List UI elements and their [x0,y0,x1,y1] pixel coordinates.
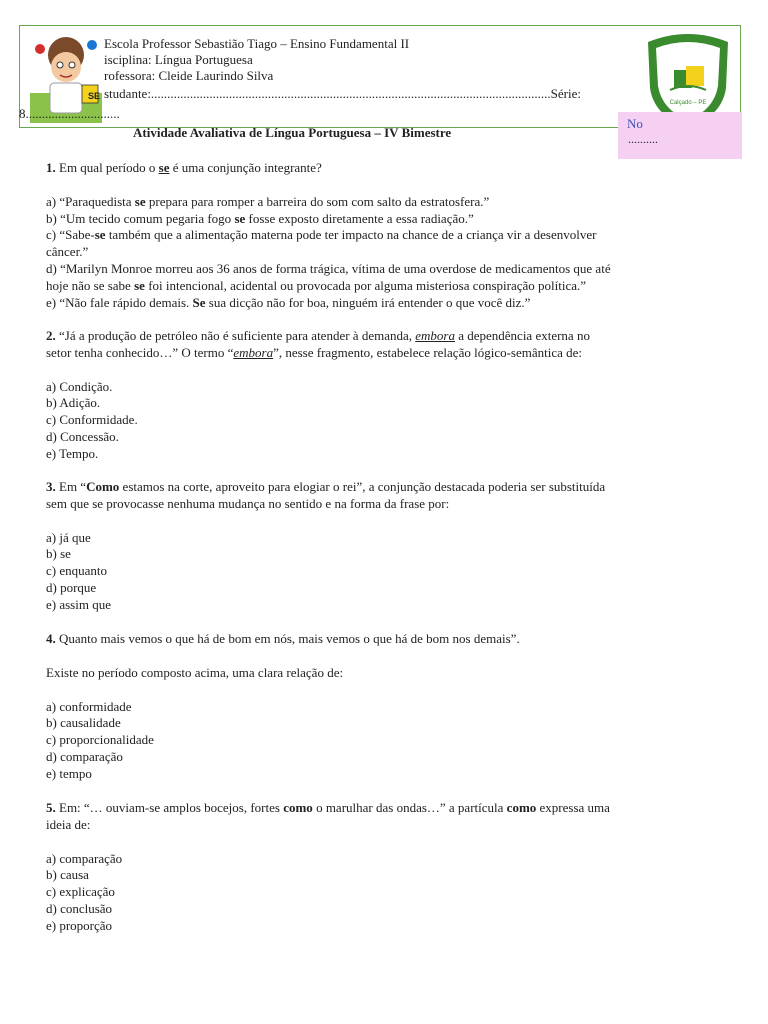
q1-option-c-cont: câncer.” [46,244,89,260]
question-5-stem: 5. Em: “… ouviam-se amplos bocejos, fortes como o marulhar das ondas…” a partícula como expressa uma [46,800,610,815]
question-1-stem: 1. Em qual período o se é uma conjunção integrante? [46,160,322,175]
q1-option-b: b) “Um tecido comum pegaria fogo se fosse exposto diretamente a essa radiação.” [46,210,474,226]
question-5-stem-cont: ideia de: [46,816,91,832]
question-2-stem: 2. “Já a produção de petróleo não é suficiente para atender à demanda, embora a dependência externa no [46,328,590,343]
question-4-prompt: Existe no período composto acima, uma clara relação de: [46,664,344,680]
q2-option-b: b) Adição. [46,395,101,411]
q2-option-c: c) Conformidade. [46,412,138,428]
teacher-line: rofessora: Cleide Laurindo Silva [104,68,274,83]
q4-option-a: a) conformidade [46,698,132,714]
q2-option-e: e) Tempo. [46,445,99,461]
q5-option-c: c) explicação [46,884,115,900]
discipline-line: isciplina: Língua Portuguesa [104,52,253,67]
question-3 [46,479,736,614]
question-4 [46,631,736,783]
grade-label: No [627,116,643,131]
q4-option-d: d) comparação [46,748,123,764]
question-4-stem: 4. Quanto mais vemos o que há de bom em nós, mais vemos o que há de bom nos demais”. [46,631,520,646]
q1-option-d-cont: hoje não se sabe se foi intencional, acidental ou provocada por alguma misteriosa conspiração política.” [46,277,587,293]
question-1 [46,160,736,311]
student-line: studante:...........................................................................................................................Série: [104,86,582,101]
q5-option-d: d) conclusão [46,900,113,916]
question-2 [46,328,736,463]
q3-option-e: e) assim que [46,596,111,612]
q4-option-e: e) tempo [46,765,92,781]
question-3-stem: 3. Em “Como estamos na corte, aproveito para elogiar o rei”, a conjunção destacada poderia ser substituída [46,479,606,494]
q2-option-d: d) Concessão. [46,428,119,444]
q5-option-e: e) proporção [46,917,113,933]
q2-option-a: a) Condição. [46,378,113,394]
shield-caption: Calçado – PE [669,100,707,106]
question-5 [46,800,736,935]
grade-dots: .......... [628,132,658,146]
q5-option-b: b) causa [46,867,89,883]
q1-option-e: e) “Não fale rápido demais. Se sua dicção não for boa, ninguém irá entender o que você diz.” [46,294,531,310]
q1-option-a: a) “Paraquedista se prepara para romper a barreira do som com salto da estratosfera.” [46,193,490,209]
q3-option-b: b) se [46,546,71,562]
question-2-stem-cont: setor tenha conhecido…” O termo “embora”, nesse fragmento, estabelece relação lógico-semântica de: [46,344,583,360]
grade-box [618,112,742,159]
question-3-stem-cont: sem que se provocasse nenhuma mudança no sentido e na forma da frase por: [46,495,450,511]
q5-option-a: a) comparação [46,850,123,866]
q4-option-b: b) causalidade [46,715,121,731]
q3-option-c: c) enquanto [46,563,108,579]
school-name: Escola Professor Sebastião Tiago – Ensino Fundamental II [104,36,410,51]
logo-badge-text: SE [88,91,101,101]
student-line-continuation: 8............................. [19,106,120,121]
q3-option-d: d) porque [46,579,97,595]
q4-option-c: c) proporcionalidade [46,732,154,748]
q3-option-a: a) já que [46,529,91,545]
q1-option-c: c) “Sabe-se também que a alimentação materna pode ter impacto na chance de a criança vir a desenvolver [46,227,597,243]
page-title: Atividade Avaliativa de Língua Portuguesa – IV Bimestre [133,125,452,140]
q1-option-d: d) “Marilyn Monroe morreu aos 36 anos de forma trágica, vítima de uma overdose de medicamentos que até [46,260,611,276]
